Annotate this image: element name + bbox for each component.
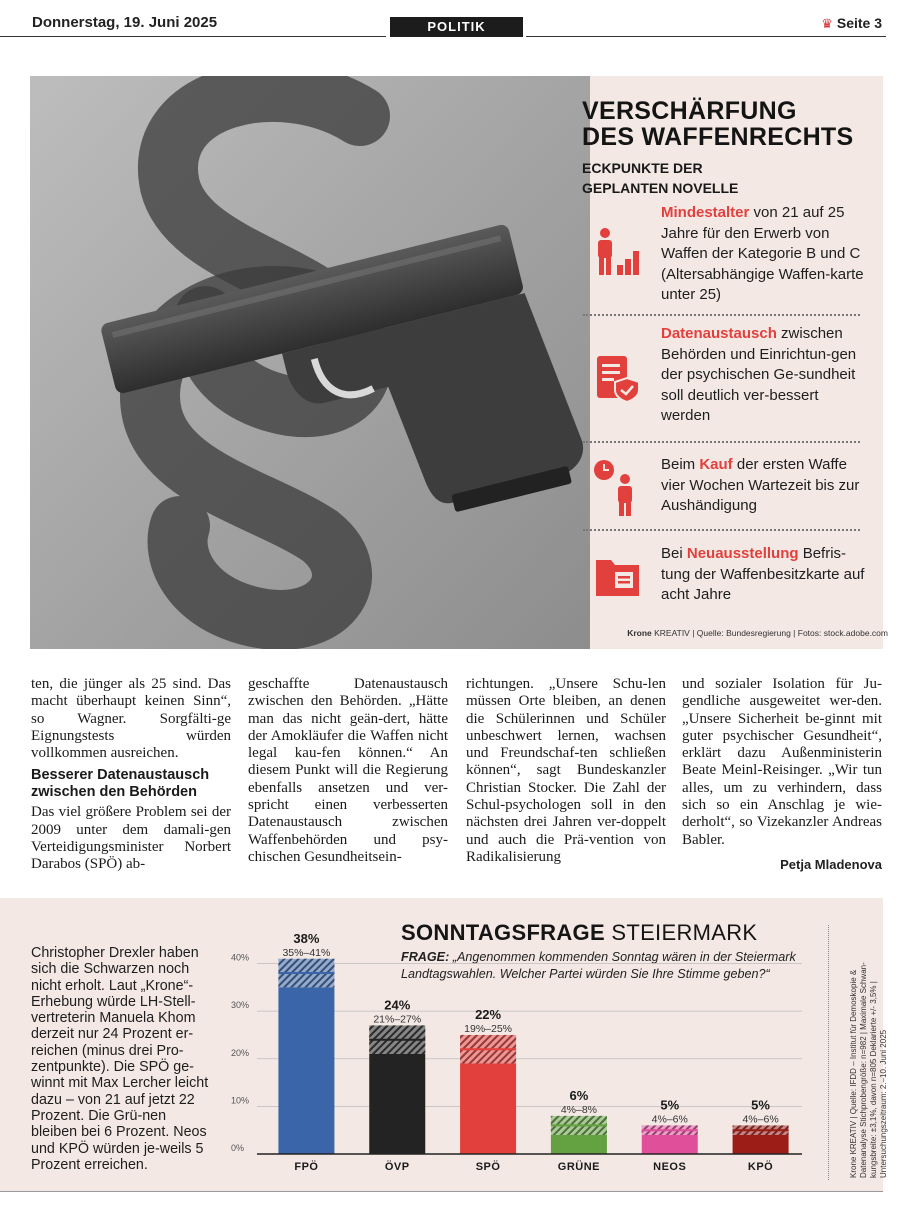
section-label: POLITIK [390, 17, 523, 37]
x-tick-label: KPÖ [747, 1161, 774, 1173]
article-author: Petja Mladenova [780, 857, 882, 872]
highlight-data: Datenaustausch [661, 325, 777, 342]
infographic-item-age-text: Mindestalter von 21 auf 25 Jahre für den Erwerb von Waffen der Kategorie B und C (Altersabhängige Waffen-karte unter 25) [661, 204, 864, 304]
header-rule-left [0, 36, 386, 37]
infographic-subtitle-line2: GEPLANTEN NOVELLE [582, 180, 739, 196]
bar [733, 1135, 789, 1154]
bar [642, 1135, 698, 1154]
article-column-3 [466, 676, 666, 866]
infographic-item-age [583, 203, 866, 308]
infographic-item-renewal [583, 544, 866, 614]
infographic-subtitle-line1: ECKPUNKTE DER [582, 160, 703, 176]
folder-icon [593, 552, 643, 602]
bar [460, 1064, 516, 1154]
highlight-purchase: Kauf [699, 456, 733, 473]
bar-value-label: 24% [384, 997, 411, 1013]
y-tick-label: 30% [231, 1000, 250, 1011]
article-column-2 [248, 676, 448, 866]
page-number [821, 15, 882, 32]
y-tick-label: 10% [231, 1095, 250, 1106]
divider [583, 529, 860, 531]
bar-range-label: 4%–8% [560, 1103, 598, 1116]
article-column-1 [31, 676, 231, 874]
bar-value-label: 38% [293, 930, 320, 946]
bar-value-label: 22% [475, 1006, 502, 1022]
clock-person-icon [593, 457, 643, 517]
x-tick-label: SPÖ [475, 1161, 501, 1173]
page-number-label: Seite 3 [836, 15, 882, 31]
x-tick-label: ÖVP [384, 1161, 410, 1173]
infographic-credit: Krone KREATIV | Quelle: Bundesregierung | Fotos: stock.adobe.com [627, 628, 888, 638]
infographic-item-renewal-text: Bei Neuausstellung Befris-tung der Waffenbesitzkarte auf acht Jahre [661, 545, 865, 604]
article-paragraph: Das viel größere Problem sei der 2009 unter dem damali-gen Verteidigungsminister Norbert Darabos (SPÖ) ab- [31, 804, 231, 873]
infographic-item-purchase [583, 455, 866, 525]
bar-range-label: 19%–25% [464, 1022, 513, 1035]
document-shield-icon [593, 354, 643, 404]
infographic-item-data-text: Datenaustausch zwischen Behörden und Einrichtun-gen der psychischen Ge-sundheit soll deutlich ver-bessert werden [661, 325, 857, 425]
divider [583, 441, 860, 443]
header-date: Donnerstag, 19. Juni 2025 [32, 14, 218, 31]
bar-range-label: 4%–6% [742, 1113, 779, 1126]
infographic-title-line2: DES WAFFENRECHTS [582, 123, 854, 151]
crown-icon: ♛ [821, 16, 833, 31]
article-subheading: Besserer Datenaustausch zwischen den Behörden [31, 767, 210, 801]
y-tick-label: 0% [231, 1143, 245, 1153]
bar [369, 1054, 425, 1154]
article-paragraph: und sozialer Isolation für Ju-gendliche ausgeweitet wer-den. „Unsere Sicherheit be-ginnt mit guter psychischer Gesundheit“, erklärt dazu Außenministerin Beate Meinl-Reisinger. „Wir tun alles, um zu verhindern, dass sich so ein Anschlag je wie-derholt“, so Vizekanzler Andreas Babler. [682, 676, 882, 848]
article-column-4 [682, 676, 882, 849]
person-age-icon [593, 227, 643, 277]
article-paragraph: richtungen. „Unsere Schu-len müssen Orte bleiben, an denen die Schülerinnen und Schüler unbeschwert lernen, wachsen und Freundschaf-ten schließen können“, sagt Bundeskanzler Christian Stocker. Die Zahl der Schul-psychologen soll in den nächsten drei Jahren ver-doppelt und auch die Prä-vention von Radikalisierung [466, 676, 666, 865]
poll-source-note: Krone KREATIV | Quelle: IFDD – Institut für Demoskopie & Datenanalyse Stichprobengröße: n=982 | Maximale Schwan-kungsbreite: ±3,1%, davon n=805 Deklarierte +/- 3,5% | Untersuchungszeitraum: 2.–10. Juni 2025 [849, 962, 888, 1178]
bar-range-label: 21%–27% [373, 1013, 422, 1026]
bar [278, 987, 334, 1154]
infographic-title-line1: VERSCHÄRFUNG [582, 97, 797, 125]
x-tick-label: FPÖ [294, 1161, 319, 1173]
article-paragraph: ten, die jünger als 25 sind. Das macht überhaupt keinen Sinn“, so Wagner. Sorgfälti-ge Eignungstests würden vollkommen ausreichen. [31, 676, 231, 762]
poll-bar-chart [227, 930, 807, 1180]
x-tick-label: GRÜNE [557, 1161, 601, 1173]
poll-body-text: Christopher Drexler haben sich die Schwarzen noch nicht erholt. Laut „Krone“-Erhebung würde LH-Stell-vertreterin Manuela Khom derzeit nur 24 Prozent er-reichen (minus drei Pro-zentpunkte). Die SPÖ ge-winnt mit Max Lercher leicht dazu – von 21 auf jetzt 22 Prozent. Die Grü-nen bleiben bei 6 Prozent. Neos und KPÖ würden je-weils 5 Prozent erreichen. [31, 945, 209, 1173]
highlight-renewal: Neuausstellung [686, 545, 799, 562]
poll-question: FRAGE: „Angenommen kommenden Sonntag wären in der Steiermark Landtagswahlen. Welcher Partei würden Sie Ihre Stimme geben?“ [401, 950, 796, 981]
x-tick-label: NEOS [653, 1161, 687, 1173]
y-tick-label: 40% [231, 952, 250, 963]
bar-range-label: 35%–41% [282, 946, 331, 959]
highlight-age: Mindestalter [661, 204, 750, 221]
infographic-header [582, 98, 882, 198]
divider [583, 314, 860, 316]
bar-range-label: 4%–6% [651, 1113, 688, 1126]
bar-value-label: 5% [751, 1097, 770, 1113]
article-paragraph: geschaffte Datenaustausch zwischen den Behörden. „Hätte man das nicht geän-dert, hätte der Amokläufer die Waffen nicht legal kau-fen können.“ An diesem Punkt will die Regierung ebenfalls ansetzen und ver-spricht einen verbesserten Datenaustausch zwischen Waffenbehörden und psy-chischen Gesundheitsein- [248, 676, 448, 865]
header-rule-right [526, 36, 886, 37]
poll-title: SONNTAGSFRAGE STEIERMARK [401, 920, 758, 945]
infographic-item-data [583, 324, 866, 429]
infographic-title [582, 98, 882, 150]
bar-value-label: 5% [660, 1097, 680, 1113]
pistol-photo [30, 76, 590, 649]
infographic-subtitle [582, 158, 882, 198]
bar-value-label: 6% [569, 1087, 589, 1103]
y-tick-label: 20% [231, 1047, 250, 1058]
infographic-item-purchase-text: Beim Kauf der ersten Waffe vier Wochen Wartezeit bis zur Aushändigung [661, 456, 860, 515]
bar [551, 1135, 607, 1154]
